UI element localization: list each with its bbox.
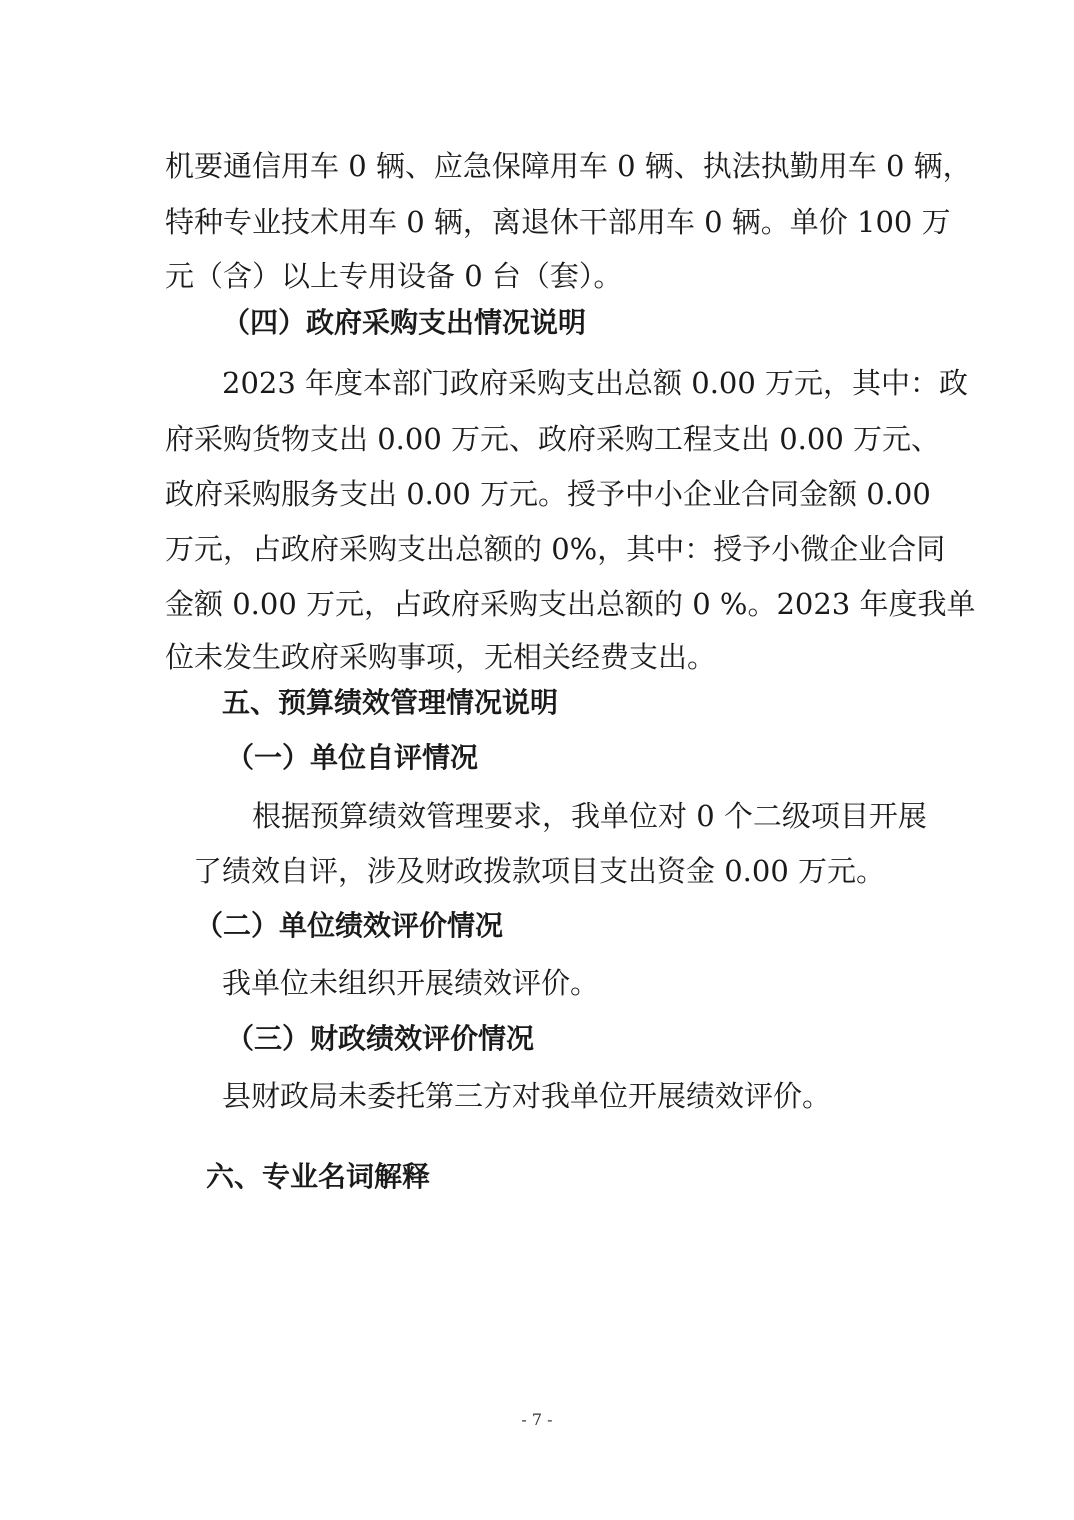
section-heading-5: 五、预算绩效管理情况说明 — [222, 686, 559, 719]
body-text-line: 政府采购服务支出 0.00 万元。授予中小企业合同金额 0.00 — [165, 477, 931, 511]
body-text-line: 了绩效自评，涉及财政拨款项目支出资金 0.00 万元。 — [193, 854, 886, 888]
section-heading-4: （四）政府采购支出情况说明 — [222, 306, 587, 339]
body-text-line: 县财政局未委托第三方对我单位开展绩效评价。 — [222, 1079, 832, 1113]
body-text-line: 机要通信用车 0 辆、应急保障用车 0 辆、执法执勤用车 0 辆， — [165, 149, 972, 183]
body-text-line: 元（含）以上专用设备 0 台（套）。 — [165, 259, 623, 293]
body-text-line: 根据预算绩效管理要求，我单位对 0 个二级项目开展 — [252, 799, 927, 833]
body-text-line: 万元，占政府采购支出总额的 0%，其中：授予小微企业合同 — [165, 532, 946, 566]
section-heading-6: 六、专业名词解释 — [206, 1160, 431, 1193]
body-text-line: 位未发生政府采购事项，无相关经费支出。 — [165, 640, 717, 674]
subsection-heading-2: （二）单位绩效评价情况 — [195, 909, 504, 942]
body-text-line: 府采购货物支出 0.00 万元、政府采购工程支出 0.00 万元、 — [165, 422, 941, 456]
subsection-heading-1: （一）单位自评情况 — [226, 741, 479, 774]
subsection-heading-3: （三）财政绩效评价情况 — [226, 1022, 535, 1055]
body-text-line: 金额 0.00 万元，占政府采购支出总额的 0 %。2023 年度我单 — [165, 587, 976, 621]
page-number: - 7 - — [521, 1410, 553, 1429]
body-text-line: 我单位未组织开展绩效评价。 — [222, 966, 600, 1000]
body-text-line: 2023 年度本部门政府采购支出总额 0.00 万元，其中：政 — [222, 366, 969, 400]
body-text-line: 特种专业技术用车 0 辆，离退休干部用车 0 辆。单价 100 万 — [165, 205, 951, 239]
